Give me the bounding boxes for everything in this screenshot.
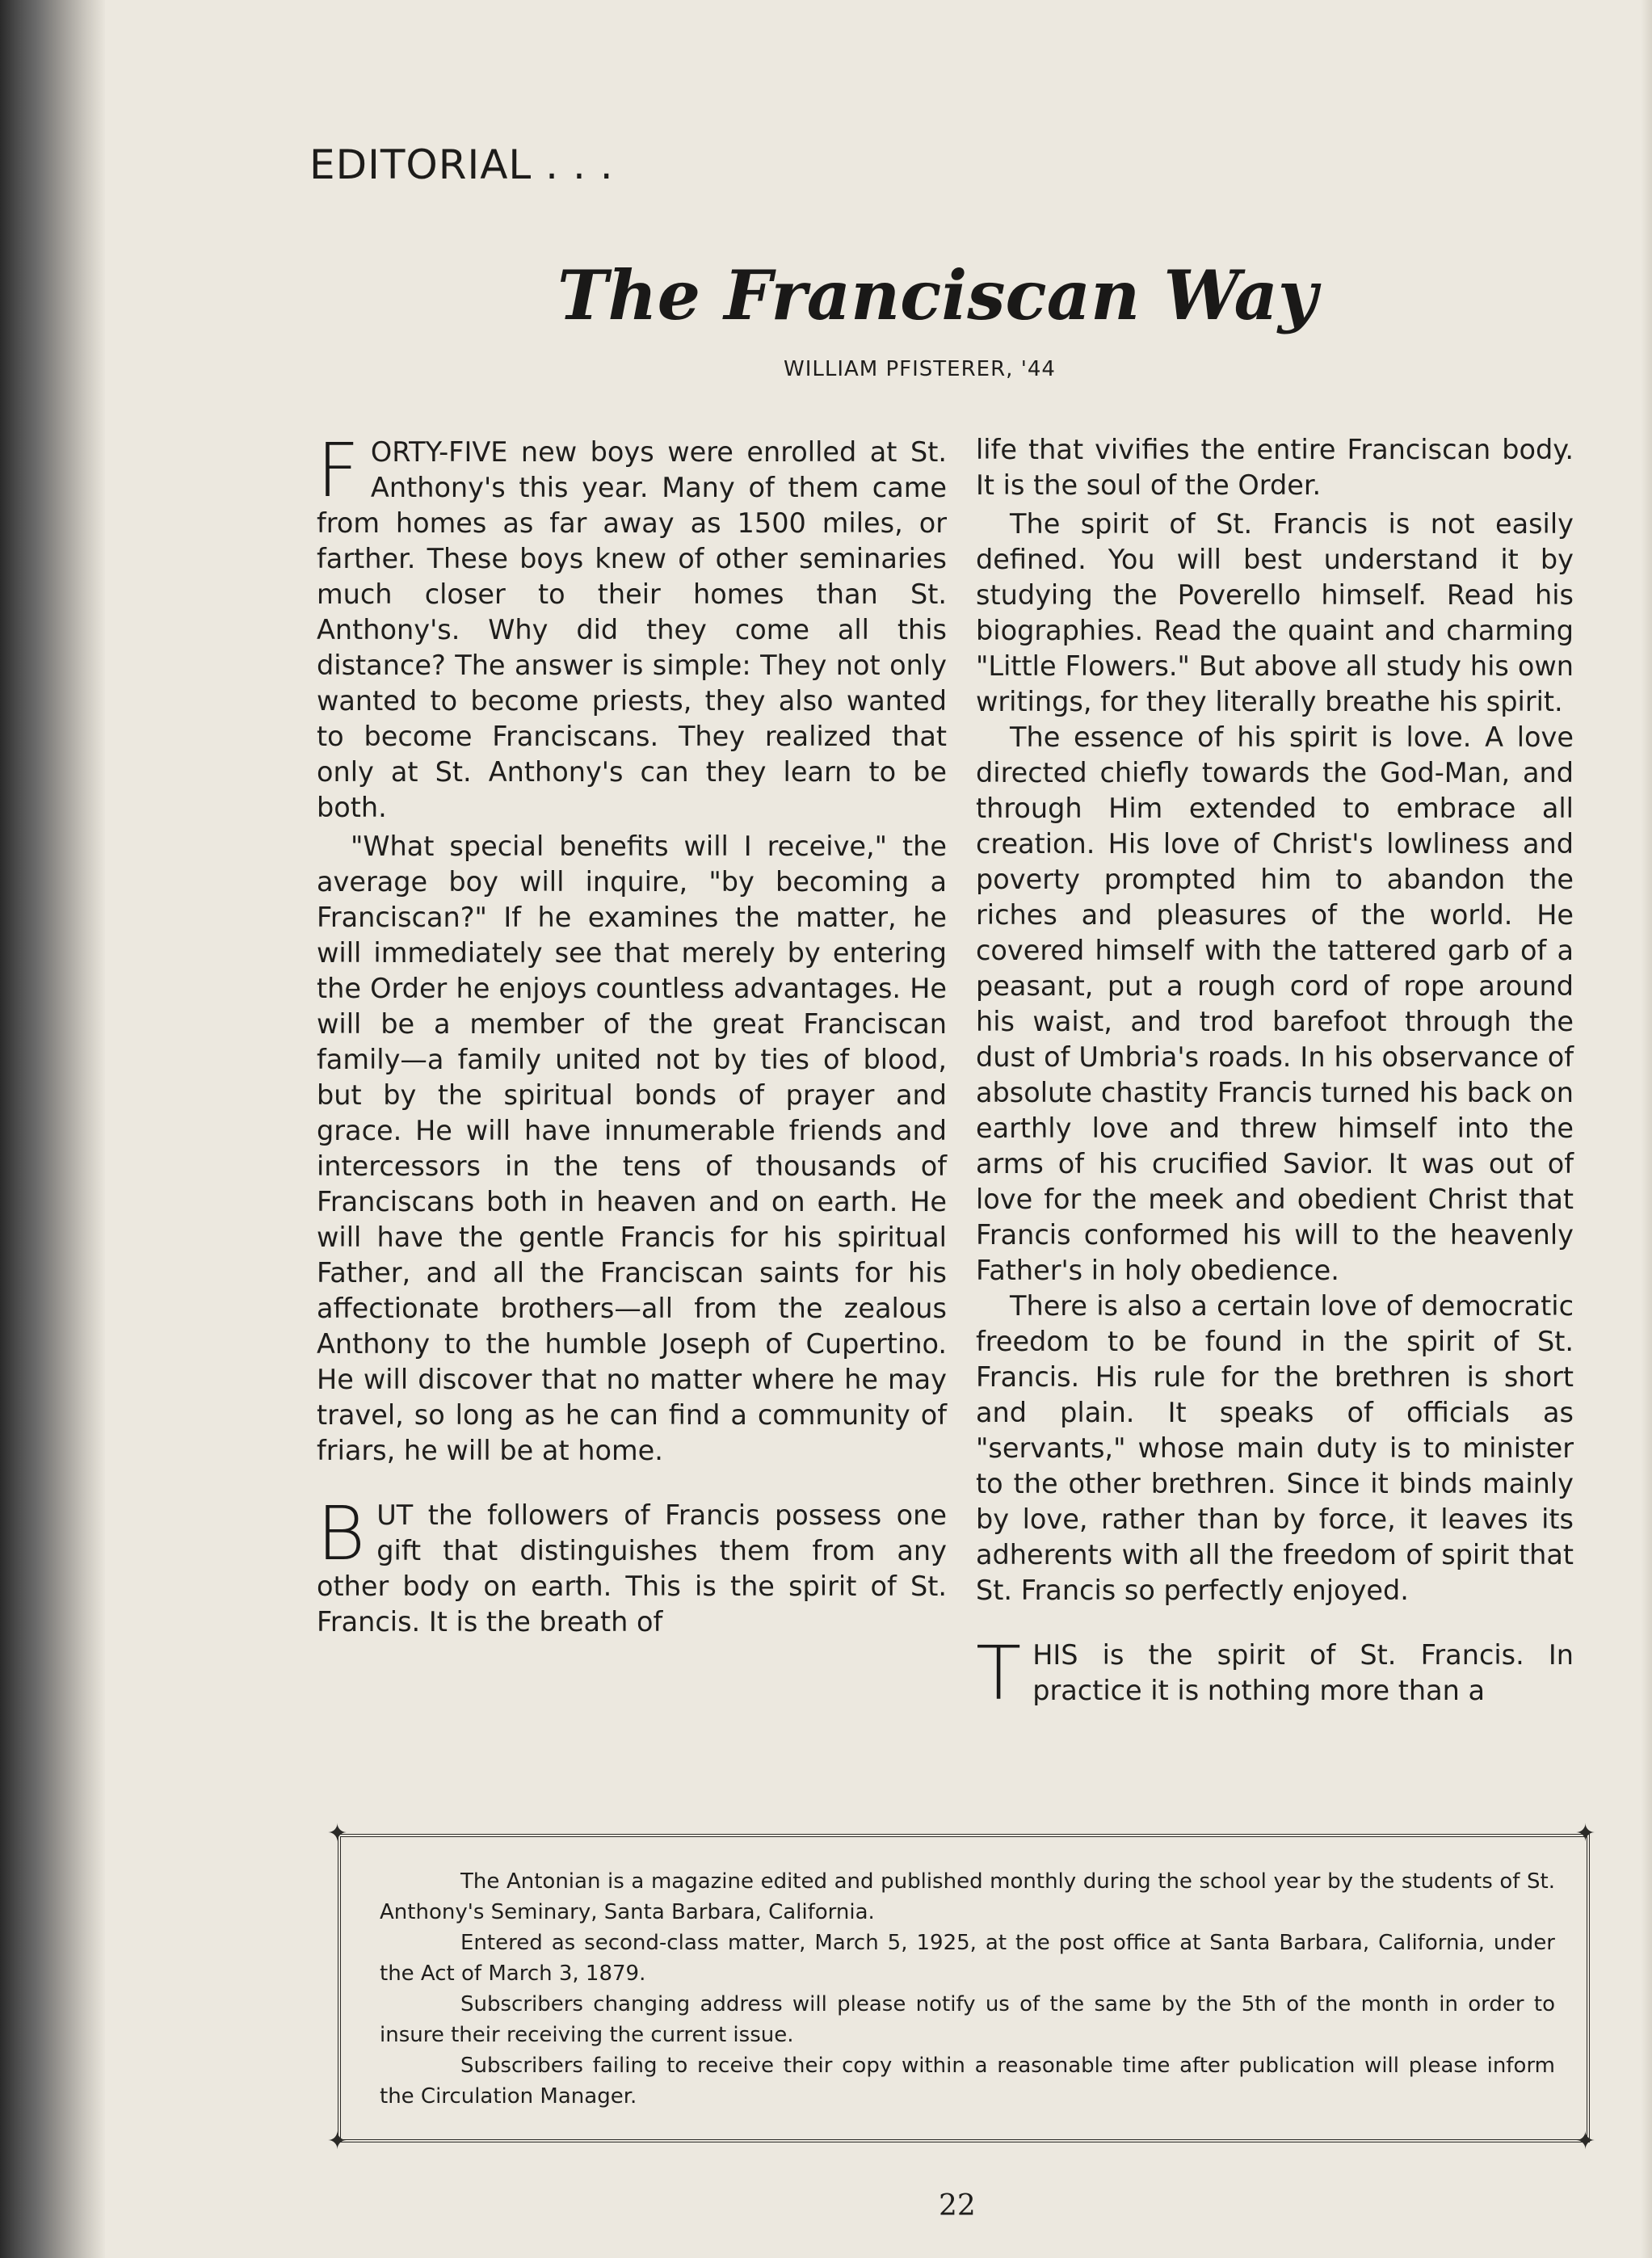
paragraph: There is also a certain love of democratic freedom to be found in the spirit of St. Francis. His rule for the brethren is short and plain. It speaks of officials as "servants," whose main duty is to minister to the other brethren. Since it binds mainly by love, rather than by force, it leaves its adherents with all the freedom of spirit that St. Francis so perfectly enjoyed. bbox=[976, 1290, 1574, 1606]
left-column bbox=[317, 427, 947, 1640]
byline: WILLIAM PFISTERER, '44 bbox=[784, 357, 1056, 381]
corner-ornament: ✦ bbox=[1575, 2127, 1596, 2155]
corner-ornament: ✦ bbox=[327, 2127, 348, 2155]
corner-ornament: ✦ bbox=[1575, 1819, 1596, 1848]
paragraph: "What special benefits will I receive," the average boy will inquire, "by becoming a Franciscan?" If he examines the matter, he will immediately see that merely by entering the Order he enjoys countless advantages. He will be a member of the great Franciscan family—a family united not by ties of blood, but by the spiritual bonds of prayer and grace. He will have innumerable friends and intercessors in the tens of thousands of Franciscans both in heaven and on earth. He will have the gentle Francis for his spiritual Father, and all the Franciscan saints for his affectionate brothers—all from the zealous Anthony to the humble Joseph of Cupertino. He will discover that no matter where he may travel, so long as he can find a community of friars, he will be at home. bbox=[317, 830, 947, 1466]
paragraph-text: UT the followers of Francis possess one gift that distinguishes them from any other body on earth. This is the spirit of St. Francis. It is the breath of bbox=[317, 1499, 947, 1638]
right-column bbox=[976, 432, 1574, 1717]
notice-paragraph: Subscribers failing to receive their copy within a reasonable time after publication will please inform the Circulation Manager. bbox=[380, 2054, 1555, 2109]
section-label: EDITORIAL . . . bbox=[309, 141, 614, 188]
paragraph bbox=[976, 1630, 1574, 1717]
page-edge bbox=[1641, 0, 1652, 2258]
drop-cap: B bbox=[317, 1491, 366, 1577]
paragraph-text: ORTY-FIVE new boys were enrolled at St. Anthony's this year. Many of them came from homes as far away as 1500 miles, or farther. These boys knew of other seminaries much closer to their homes than St. Anthony's. Why did they come all this distance? The answer is simple: They not only wanted to become priests, they also wanted to become Franciscans. They realized that only at St. Anthony's can they learn to be both. bbox=[317, 436, 947, 823]
drop-cap: T bbox=[976, 1630, 1022, 1717]
notice-paragraph: Entered as second-class matter, March 5, 1925, at the post office at Santa Barbara, California, under the Act of March 3, 1879. bbox=[380, 1931, 1555, 1986]
paragraph bbox=[317, 427, 947, 826]
paragraph: life that vivifies the entire Franciscan body. It is the soul of the Order. bbox=[976, 434, 1574, 501]
article-title: The Franciscan Way bbox=[557, 255, 1318, 335]
paragraph: The essence of his spirit is love. A love directed chiefly towards the God-Man, and through Him extended to embrace all creation. His love of Christ's lowliness and poverty prompted him to abandon the riches and pleasures of the world. He covered himself with the tattered garb of a peasant, put a rough cord of rope around his waist, and trod barefoot through the dust of Umbria's roads. In his observance of absolute chastity Francis turned his back on earthly love and threw himself into the arms of his crucified Savior. It was out of love for the meek and obedient Christ that Francis conformed his will to the heavenly Father's in holy obedience. bbox=[976, 721, 1574, 1286]
paragraph: The spirit of St. Francis is not easily defined. You will best understand it by studying the Poverello himself. Read his biographies. Read the quaint and charming "Little Flowers." But above all study his own writings, for they literally breathe his spirit. bbox=[976, 508, 1574, 717]
paragraph bbox=[317, 1491, 947, 1640]
notice-paragraph: The Antonian is a magazine edited and published monthly during the school year by the students of St. Anthony's Seminary, Santa Barbara, California. bbox=[380, 1869, 1555, 1924]
drop-cap: F bbox=[317, 427, 359, 514]
notice-paragraph: Subscribers changing address will please notify us of the same by the 5th of the month in order to insure their receiving the current issue. bbox=[380, 1992, 1555, 2047]
book-binding bbox=[0, 0, 105, 2258]
page-number: 22 bbox=[939, 2189, 976, 2222]
paragraph-text: HIS is the spirit of St. Francis. In practice it is nothing more than a bbox=[1032, 1639, 1574, 1706]
publication-notice bbox=[380, 1866, 1555, 2112]
corner-ornament: ✦ bbox=[327, 1819, 348, 1848]
